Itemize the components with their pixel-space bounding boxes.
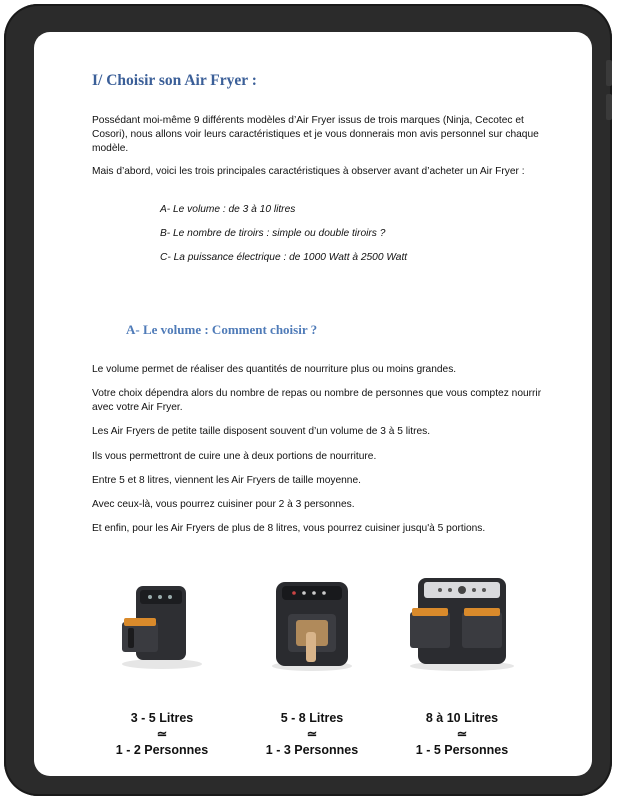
criterion-volume: A- Le volume : de 3 à 10 litres	[160, 204, 296, 215]
people-label: 1 - 5 Personnes	[415, 743, 509, 757]
air-fryer-large-image	[392, 572, 532, 682]
paragraph: Ils vous permettront de cuire une à deux portions de nourriture.	[92, 451, 377, 462]
air-fryer-small-image	[92, 572, 232, 682]
product-small	[92, 572, 232, 757]
volume-label: 3 - 5 Litres	[130, 711, 194, 725]
section-title: A- Le volume : Comment choisir ?	[126, 322, 318, 337]
paragraph: Les Air Fryers de petite taille disposent souvent d’un volume de 3 à 5 litres.	[92, 426, 431, 437]
page-title: I/ Choisir son Air Fryer :	[92, 72, 257, 89]
intro-paragraph-2: Mais d’abord, voici les trois principales caractéristiques à observer avant d’acheter un Air Fryer :	[92, 166, 525, 177]
paragraph: Et enfin, pour les Air Fryers de plus de 8 litres, vous pourrez cuisiner jusqu'à 5 portions.	[92, 523, 486, 534]
air-fryer-medium-image	[242, 572, 382, 682]
product-medium	[242, 572, 382, 757]
criterion-power: C- La puissance électrique : de 1000 Watt à 2500 Watt	[160, 252, 408, 263]
paragraph: Le volume permet de réaliser des quantités de nourriture plus ou moins grandes.	[92, 364, 457, 375]
tablet-frame	[4, 4, 612, 796]
approx-symbol: ≃	[456, 727, 468, 741]
people-label: 1 - 2 Personnes	[115, 743, 209, 757]
volume-label: 5 - 8 Litres	[280, 711, 344, 725]
intro-paragraph: Possédant moi-même 9 différents modèles d’Air Fryer issus de trois marques (Ninja, Cecotec et Cosori), nous allons voir leurs caractéristiques et je vous donnerais mon avis personnel sur chaque modèle.	[92, 115, 539, 154]
tablet-side-button-bottom	[606, 94, 612, 120]
air-fryer-comparison	[92, 572, 542, 757]
tablet-side-button-top	[606, 60, 612, 86]
paragraph: Entre 5 et 8 litres, viennent les Air Fryers de taille moyenne.	[92, 475, 361, 486]
product-large	[392, 572, 532, 757]
paragraph: Votre choix dépendra alors du nombre de repas ou nombre de personnes que vous comptez nourrir avec votre Air Fryer.	[92, 388, 542, 413]
people-label: 1 - 3 Personnes	[265, 743, 359, 757]
tablet-screen	[34, 32, 592, 776]
approx-symbol: ≃	[156, 727, 168, 741]
paragraph: Avec ceux-là, vous pourrez cuisiner pour 2 à 3 personnes.	[92, 499, 355, 510]
volume-label: 8 à 10 Litres	[425, 711, 499, 725]
approx-symbol: ≃	[306, 727, 318, 741]
criterion-drawers: B- Le nombre de tiroirs : simple ou double tiroirs ?	[160, 228, 386, 239]
